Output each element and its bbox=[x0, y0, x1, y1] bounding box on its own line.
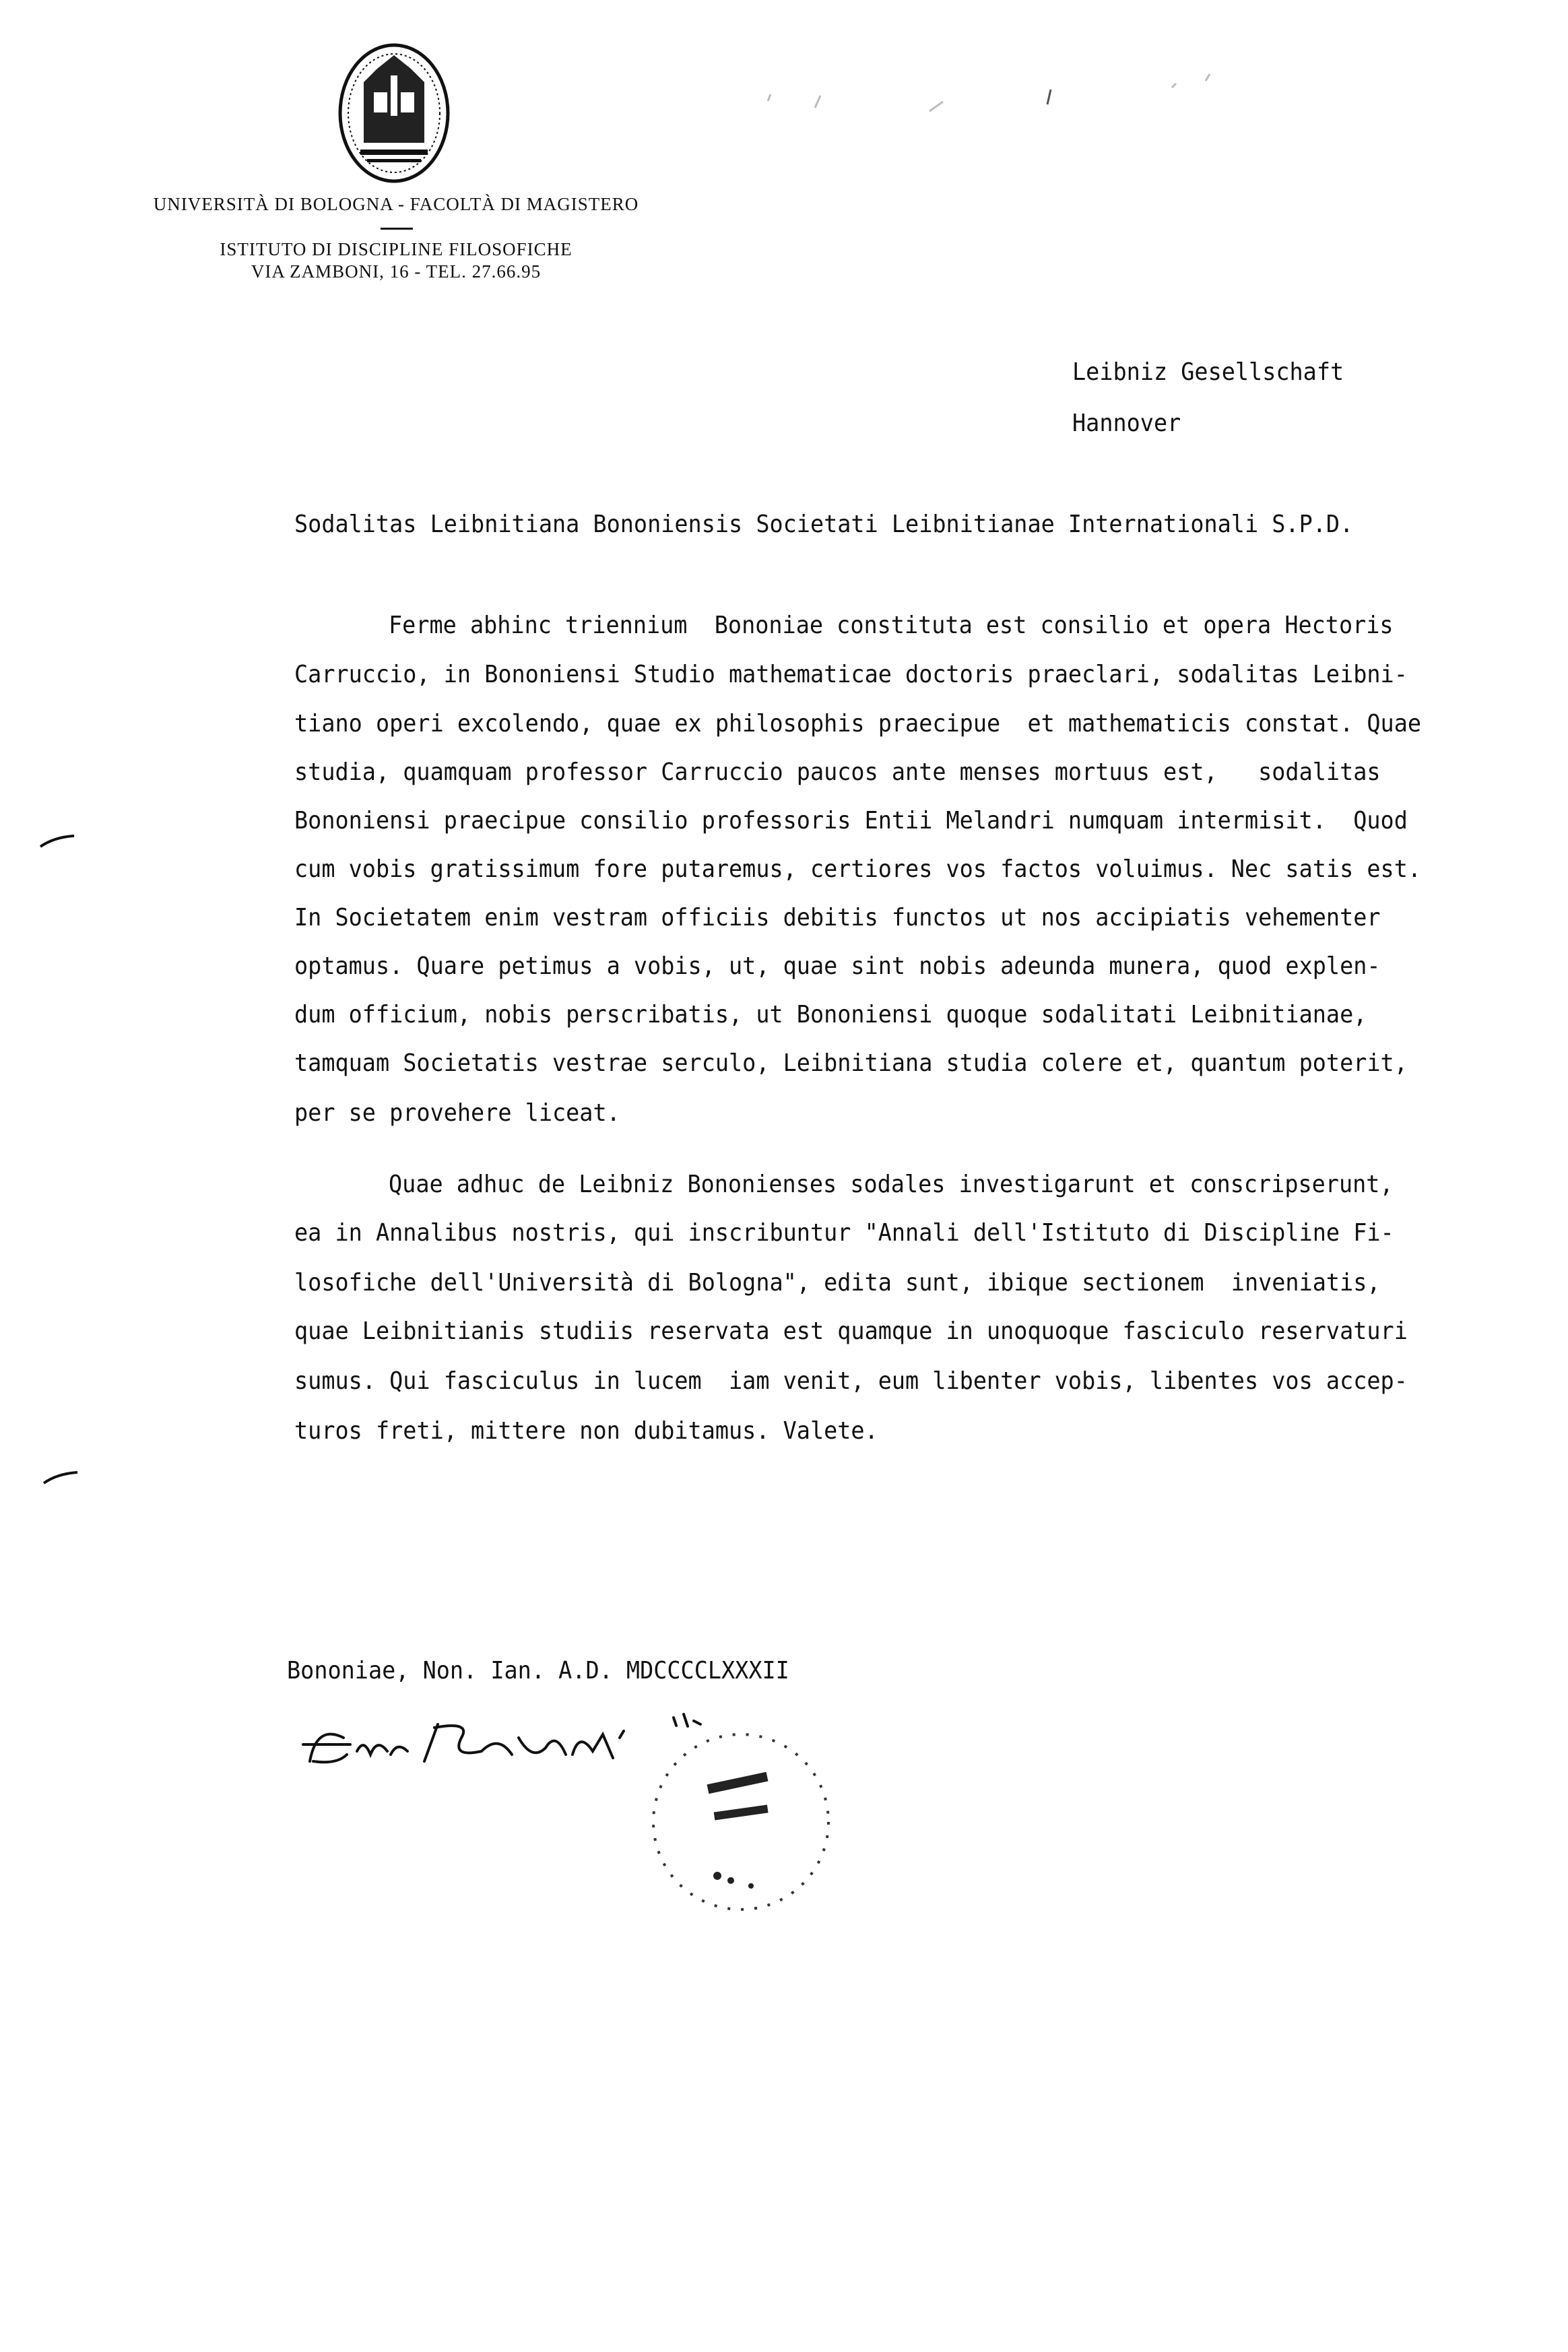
recipient-city: Hannover bbox=[1072, 410, 1181, 437]
text-line: sumus. Qui fasciculus in lucem iam venit, eum libenter vobis, libentes vos accep- bbox=[294, 1367, 1408, 1395]
recipient-name: Leibniz Gesellschaft bbox=[1072, 358, 1344, 386]
text-line: cum vobis gratissimum fore putaremus, certiores vos factos voluimus. Nec satis est. bbox=[294, 855, 1422, 883]
text-line: tamquam Societatis vestrae serculo, Leibnitiana studia colere et, quantum poterit, bbox=[294, 1049, 1408, 1077]
text-line: tiano operi excolendo, quae ex philosophis praecipue et mathematicis constat. Quae bbox=[294, 710, 1422, 738]
text-line: turos freti, mittere non dubitamus. Valete. bbox=[294, 1417, 878, 1445]
text-line: quae Leibnitianis studiis reservata est quamque in unoquoque fasciculo reservaturi bbox=[294, 1317, 1408, 1345]
letterhead-university: UNIVERSITÀ DI BOLOGNA - FACOLTÀ DI MAGISTERO bbox=[153, 194, 639, 214]
text-line: Bononiensi praecipue consilio professoris Entii Melandri numquam intermisit. Quod bbox=[294, 807, 1408, 835]
text-line: per se provehere liceat. bbox=[294, 1099, 620, 1127]
scan-marks bbox=[741, 67, 1253, 128]
letterhead-divider bbox=[381, 228, 413, 230]
letterhead-address: VIA ZAMBONI, 16 - TEL. 27.66.95 bbox=[251, 261, 542, 282]
closing-date: Bononiae, Non. Ian. A.D. MDCCCCLXXXII bbox=[287, 1657, 789, 1685]
university-seal-logo bbox=[337, 42, 451, 185]
text-line: Quae adhuc de Leibniz Bononienses sodales investigarunt et conscripserunt, bbox=[389, 1171, 1394, 1198]
text-line: ea in Annalibus nostris, qui inscribuntur "Annali dell'Istituto di Discipline Fi- bbox=[294, 1219, 1394, 1247]
text-line: dum officium, nobis perscribatis, ut Bononiensi quoque sodalitati Leibnitianae, bbox=[294, 1001, 1367, 1028]
letterhead-institute: ISTITUTO DI DISCIPLINE FILOSOFICHE bbox=[220, 239, 573, 259]
text-line: Ferme abhinc triennium Bononiae constituta est consilio et opera Hectoris bbox=[389, 612, 1394, 639]
text-line: Carruccio, in Bononiensi Studio mathematicae doctoris praeclari, sodalitas Leibni- bbox=[294, 661, 1408, 688]
text-line: studia, quamquam professor Carruccio paucos ante menses mortuus est, sodalitas bbox=[294, 758, 1381, 786]
margin-mark bbox=[37, 832, 77, 852]
text-line: losofiche dell'Università di Bologna", edita sunt, ibique sectionem inveniatis, bbox=[294, 1269, 1381, 1297]
salutation: Sodalitas Leibnitiana Bononiensis Societati Leibnitianae Internationali S.P.D. bbox=[294, 511, 1354, 538]
text-line: optamus. Quare petimus a vobis, ut, quae sint nobis adeunda munera, quod explen- bbox=[294, 952, 1381, 980]
text-line: In Societatem enim vestram officiis debitis functos ut nos accipiatis vehementer bbox=[294, 904, 1381, 932]
margin-mark bbox=[40, 1468, 81, 1489]
institute-stamp bbox=[640, 1724, 842, 1920]
